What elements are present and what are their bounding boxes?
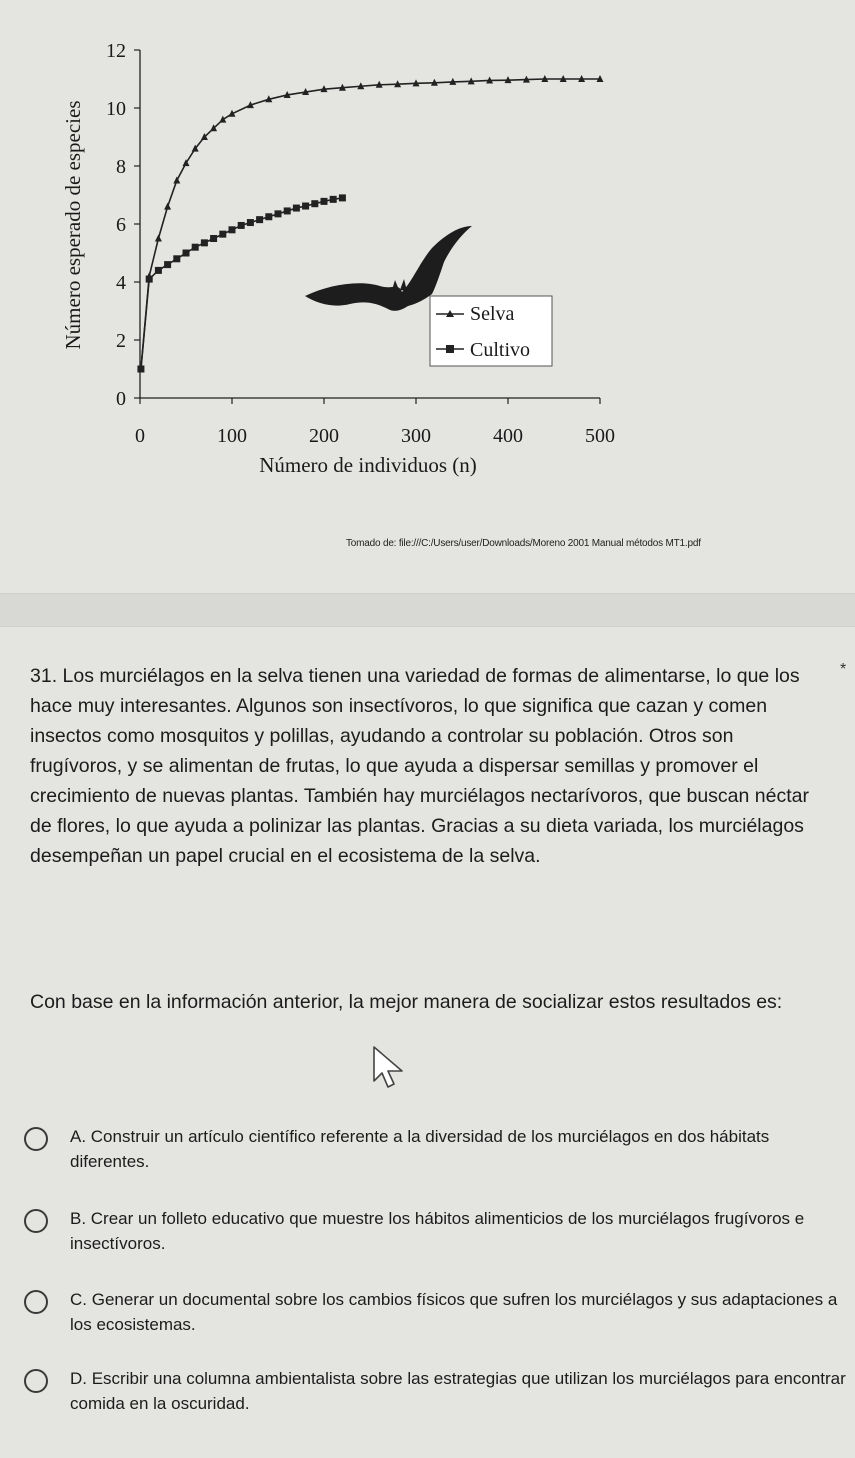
y-tick-label: 6: [116, 214, 126, 236]
data-point-selva: [164, 203, 171, 210]
data-point-cultivo: [192, 244, 199, 251]
data-point-cultivo: [173, 255, 180, 262]
data-point-cultivo: [137, 366, 144, 373]
data-point-cultivo: [275, 210, 282, 217]
data-point-cultivo: [247, 219, 254, 226]
y-tick-label: 2: [116, 330, 126, 352]
chart-legend: [430, 296, 552, 366]
data-point-cultivo: [284, 207, 291, 214]
chart-svg: [0, 0, 855, 560]
option-d-label: D. Escribir una columna ambientalista sobre las estrategias que utilizan los murciélagos para encontrar comida en la oscuridad.: [70, 1369, 846, 1413]
data-point-cultivo: [146, 276, 153, 283]
question-text: 31. Los murciélagos en la selva tienen una variedad de formas de alimentarse, lo que los hace muy interesantes. Algunos son insectívoros, lo que significa que cazan y comen insectos como mosquitos y polillas, ayudando a controlar su población. Otros son frugívoros, y se alimentan de frutas, lo que ayuda a dispersar semillas y promover el crecimiento de nuevas plantas. También hay murciélagos nectarívoros, que buscan néctar de flores, lo que ayuda a polinizar las plantas. Gracias a su dieta variada, los murciélagos desempeñan un papel crucial en el ecosistema de la selva.: [30, 665, 809, 867]
section-divider: [0, 593, 855, 627]
option-c-label: C. Generar un documental sobre los cambios físicos que sufren los murciélagos y sus adaptaciones a los ecosistemas.: [70, 1290, 838, 1334]
y-tick-label: 10: [106, 98, 126, 120]
x-tick-label: 400: [493, 425, 523, 447]
data-point-cultivo: [321, 198, 328, 205]
legend-label-selva: Selva: [470, 303, 515, 325]
radio-button-d[interactable]: [24, 1369, 48, 1393]
x-tick-label: 0: [135, 425, 145, 447]
y-tick-label: 4: [116, 272, 126, 294]
x-tick-label: 300: [401, 425, 431, 447]
y-tick-label: 12: [106, 40, 126, 62]
option-b-label: B. Crear un folleto educativo que muestre los hábitos alimenticios de los murciélagos frugívoros e insectívoros.: [70, 1209, 805, 1253]
option-a-label: A. Construir un artículo científico referente a la diversidad de los murciélagos en dos hábitats diferentes.: [70, 1127, 770, 1171]
data-point-selva: [219, 116, 226, 123]
legend-marker-cultivo: [446, 345, 454, 353]
data-point-cultivo: [256, 216, 263, 223]
x-tick-label: 500: [585, 425, 615, 447]
x-tick-label: 100: [217, 425, 247, 447]
y-tick-label: 0: [116, 388, 126, 410]
data-point-cultivo: [219, 231, 226, 238]
x-tick-label: 200: [309, 425, 339, 447]
data-point-cultivo: [183, 250, 190, 257]
data-point-cultivo: [210, 235, 217, 242]
data-point-cultivo: [155, 267, 162, 274]
y-axis-label: Número esperado de especies: [61, 100, 85, 350]
question-prompt: Con base en la información anterior, la mejor manera de socializar estos resultados es:: [30, 991, 783, 1013]
radio-button-a[interactable]: [24, 1127, 48, 1151]
chart-axes: [106, 40, 615, 447]
data-point-cultivo: [164, 261, 171, 268]
source-note: Tomado de: file:///C:/Users/user/Downloads/Moreno 2001 Manual métodos MT1.pdf: [346, 538, 701, 549]
radio-button-c[interactable]: [24, 1290, 48, 1314]
data-point-selva: [155, 235, 162, 242]
species-accumulation-chart: [0, 0, 855, 560]
data-point-cultivo: [302, 203, 309, 210]
legend-label-cultivo: Cultivo: [470, 339, 531, 361]
required-asterisk: *: [840, 661, 847, 678]
data-point-cultivo: [201, 239, 208, 246]
data-point-cultivo: [311, 200, 318, 207]
mouse-pointer-icon: [372, 1045, 406, 1091]
data-point-cultivo: [330, 196, 337, 203]
radio-button-b[interactable]: [24, 1209, 48, 1233]
data-point-cultivo: [229, 226, 236, 233]
data-point-cultivo: [265, 213, 272, 220]
data-point-cultivo: [238, 222, 245, 229]
y-tick-label: 8: [116, 156, 126, 178]
x-axis-label: Número de individuos (n): [259, 453, 477, 477]
data-point-cultivo: [293, 205, 300, 212]
data-point-cultivo: [339, 194, 346, 201]
